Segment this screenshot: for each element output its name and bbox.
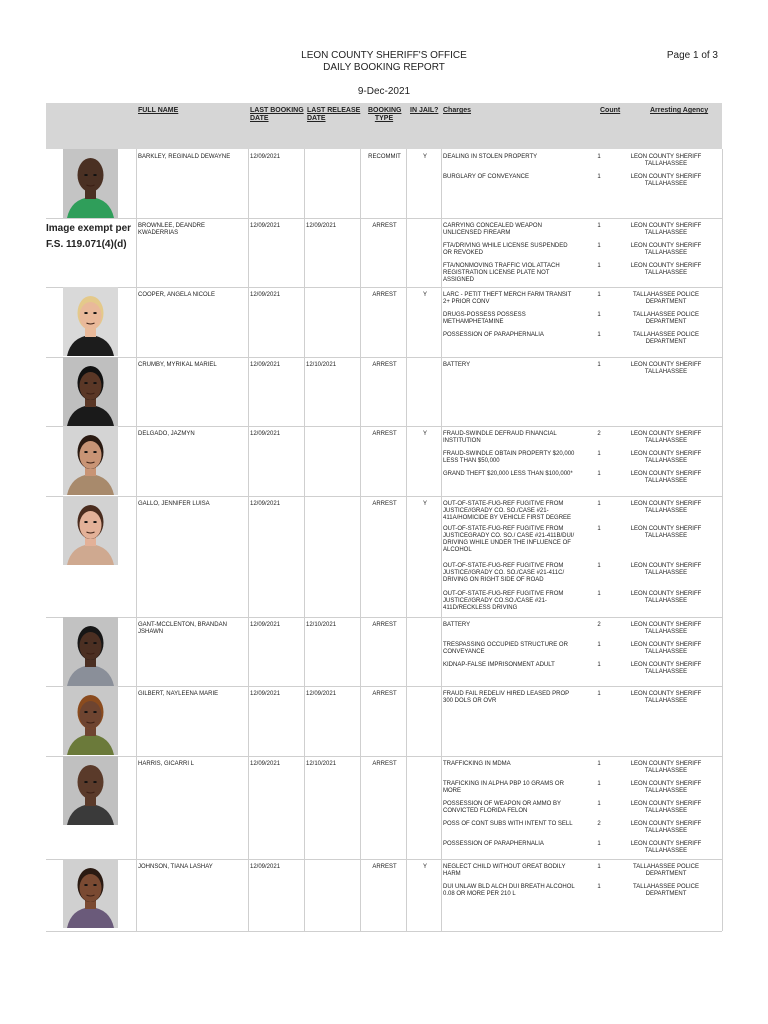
cell-divider [136,218,137,287]
charge-count: 1 [597,781,601,787]
cell-divider [248,426,249,496]
arresting-agency: LEON COUNTY SHERIFF TALLAHASSEE [630,761,702,774]
inmate-name: GANT-MCCLENTON, BRANDAN JSHAWN [138,622,227,635]
col-in-jail: IN JAIL? [410,107,439,114]
booking-type: ARREST [372,431,397,437]
booking-type: ARREST [372,622,397,628]
charge-count: 1 [597,526,601,532]
charge-count: 2 [597,821,601,827]
mugshot-photo [63,496,118,565]
arresting-agency: LEON COUNTY SHERIFF TALLAHASSEE [630,691,702,704]
last-booking-date: 12/09/2021 [250,864,281,870]
charge-count: 2 [597,431,601,437]
cell-divider [722,426,723,496]
booking-row [46,357,722,427]
mugshot-photo [63,149,118,218]
col-count: Count [600,107,621,114]
cell-divider [722,496,723,617]
cell-divider [304,357,305,426]
charge-count: 1 [597,243,601,249]
charge-count: 1 [597,451,601,457]
last-booking-date: 12/09/2021 [250,223,281,229]
charge-count: 1 [597,591,601,597]
cell-divider [248,149,249,218]
arresting-agency: LEON COUNTY SHERIFF TALLAHASSEE [630,821,702,834]
last-booking-date: 12/09/2021 [250,761,281,767]
charge-description: OUT-OF-STATE-FUG-REF FUGITIVE FROM JUSTICE//GRADY CO.SO./CASE #21-411D/RECKLESS DRIVING [443,591,564,611]
charge-description: OUT-OF-STATE-FUG-REF FUGITIVE FROM JUSTICEGRADY CO. SO./ CASE #21-411B/DUI/ DRIVING WHILE UNDER THE INFLUENCE OF ALCOHOL [443,526,575,553]
charge-description: TRAFICKING IN ALPHA PBP 10 GRAMS OR MORE [443,781,564,794]
mugshot-photo [63,357,118,426]
arresting-agency: TALLAHASSEE POLICE DEPARTMENT [633,292,699,305]
last-booking-date: 12/09/2021 [250,501,281,507]
charge-count: 1 [597,642,601,648]
cell-divider [722,149,723,218]
col-booking-type-line2: TYPE [374,115,394,122]
booking-type: ARREST [372,501,397,507]
booking-row [46,149,722,219]
col-charges: Charges [443,107,472,114]
cell-divider [360,287,361,357]
arresting-agency: LEON COUNTY SHERIFF TALLAHASSEE [630,526,702,539]
charge-description: TRAFFICKING IN MDMA [443,761,511,767]
cell-divider [360,357,361,426]
charge-description: OUT-OF-STATE-FUG-REF FUGITIVE FROM JUSTICE//GRADY CO. SO./CASE #21-411A/HOMICIDE BY VEHICLE FIRST DEGREE [443,501,572,521]
booking-type: ARREST [372,691,397,697]
col-arresting-agency: Arresting Agency [650,107,709,114]
cell-divider [722,218,723,287]
charge-description: TRESPASSING OCCUPIED STRUCTURE OR CONVEYANCE [443,642,568,655]
charge-description: LARC - PETIT THEFT MERCH FARM TRANSIT 2+ PRIOR CONV [443,292,572,305]
cell-divider [304,756,305,859]
charge-count: 1 [597,223,601,229]
charge-description: FRAUD-SWINDLE OBTAIN PROPERTY $20,000 LESS THAN $50,000 [443,451,575,464]
col-last-release-date [307,107,360,123]
cell-divider [360,426,361,496]
booking-row [46,287,722,358]
charge-count: 1 [597,292,601,298]
column-header-row [46,103,722,149]
col-last-release-line1: LAST RELEASE [307,107,361,114]
last-release-date: 12/09/2021 [306,691,337,697]
mugshot-photo [63,859,118,928]
charge-description: FRAUD-SWINDLE DEFRAUD FINANCIAL INSTITUTION [443,431,557,444]
charge-count: 1 [597,691,601,697]
cell-divider [360,686,361,756]
booking-type: ARREST [372,864,397,870]
charge-count: 1 [597,841,601,847]
cell-divider [248,859,249,931]
cell-divider [722,617,723,686]
cell-divider [722,357,723,426]
charge-description: NEGLECT CHILD WITHOUT GREAT BODILY HARM [443,864,566,877]
arresting-agency: LEON COUNTY SHERIFF TALLAHASSEE [630,471,702,484]
inmate-name: CRUMBY, MYRIKAL MARIEL [138,362,217,368]
cell-divider [360,496,361,617]
cell-divider [136,496,137,617]
cell-divider [304,218,305,287]
report-name: DAILY BOOKING REPORT [323,62,445,73]
cell-divider [441,496,442,617]
cell-divider [360,218,361,287]
booking-row [46,617,722,687]
charge-description: FTA/DRIVING WHILE LICENSE SUSPENDED OR REVOKED [443,243,568,256]
last-booking-date: 12/09/2021 [250,691,281,697]
report-date: 9-Dec-2021 [357,86,411,97]
cell-divider [406,496,407,617]
arresting-agency: LEON COUNTY SHERIFF TALLAHASSEE [630,154,702,167]
col-last-booking-line1: LAST BOOKING [250,107,304,114]
image-exempt-notice: Image exempt per F.S. 119.071(4)(d) [46,223,132,250]
charge-description: BATTERY [443,622,471,628]
cell-divider [722,686,723,756]
charge-description: BURGLARY OF CONVEYANCE [443,174,530,180]
last-booking-date: 12/09/2021 [250,362,281,368]
charge-count: 2 [597,622,601,628]
arresting-agency: LEON COUNTY SHERIFF TALLAHASSEE [630,431,702,444]
booking-row [46,218,722,288]
cell-divider [360,859,361,931]
last-release-date: 12/10/2021 [306,622,337,628]
charge-count: 1 [597,312,601,318]
cell-divider [722,287,723,357]
inmate-name: GALLO, JENNIFER LUISA [138,501,210,507]
charge-count: 1 [597,362,601,368]
cell-divider [248,617,249,686]
last-release-date: 12/09/2021 [306,223,337,229]
charge-description: DEALING IN STOLEN PROPERTY [443,154,538,160]
col-last-booking-date [250,107,304,123]
inmate-name: HARRIS, GICARRI L [138,761,195,767]
in-jail-flag: Y [422,501,427,507]
charge-description: GRAND THEFT $20,000 LESS THAN $100,000* [443,471,573,477]
cell-divider [441,218,442,287]
charge-description: CARRYING CONCEALED WEAPON UNLICENSED FIREARM [443,223,542,236]
mugshot-photo [63,426,118,495]
cell-divider [248,357,249,426]
booking-row [46,686,722,757]
charge-count: 1 [597,501,601,507]
arresting-agency: LEON COUNTY SHERIFF TALLAHASSEE [630,501,702,514]
mugshot-photo [63,617,118,686]
booking-type: ARREST [372,292,397,298]
arresting-agency: LEON COUNTY SHERIFF TALLAHASSEE [630,362,702,375]
charge-description: FTA/NONMOVING TRAFFIC VIOL ATTACH REGISTRATION LICENSE PLATE NOT ASSIGNED [443,263,560,283]
arresting-agency: TALLAHASSEE POLICE DEPARTMENT [633,864,699,877]
cell-divider [136,149,137,218]
inmate-name: JOHNSON, TIANA LASHAY [138,864,213,870]
cell-divider [722,859,723,931]
cell-divider [136,426,137,496]
cell-divider [441,756,442,859]
arresting-agency: LEON COUNTY SHERIFF TALLAHASSEE [630,243,702,256]
cell-divider [304,686,305,756]
charge-description: POSSESSION OF PARAPHERNALIA [443,841,544,847]
cell-divider [136,756,137,859]
last-booking-date: 12/09/2021 [250,292,281,298]
arresting-agency: LEON COUNTY SHERIFF TALLAHASSEE [630,662,702,675]
col-booking-type [368,107,400,123]
booking-row [46,496,722,618]
cell-divider [136,686,137,756]
arresting-agency: LEON COUNTY SHERIFF TALLAHASSEE [630,591,702,604]
charge-count: 1 [597,761,601,767]
charge-count: 1 [597,662,601,668]
booking-type: ARREST [372,362,397,368]
charge-count: 1 [597,884,601,890]
last-release-date: 12/10/2021 [306,362,337,368]
arresting-agency: LEON COUNTY SHERIFF TALLAHASSEE [630,174,702,187]
cell-divider [441,686,442,756]
mugshot-photo [63,686,118,755]
charge-description: DRUGS-POSSESS POSSESS METHAMPHETAMINE [443,312,526,325]
cell-divider [360,149,361,218]
charge-count: 1 [597,864,601,870]
inmate-name: GILBERT, NAYLEENA MARIE [138,691,219,697]
charge-description: BATTERY [443,362,471,368]
last-booking-date: 12/09/2021 [250,431,281,437]
cell-divider [136,859,137,931]
charge-count: 1 [597,563,601,569]
charge-description: POSS OF CONT SUBS WITH INTENT TO SELL [443,821,573,827]
booking-row [46,426,722,497]
booking-type: ARREST [372,761,397,767]
booking-type: ARREST [372,223,397,229]
last-booking-date: 12/09/2021 [250,154,281,160]
cell-divider [248,218,249,287]
cell-divider [304,496,305,617]
arresting-agency: TALLAHASSEE POLICE DEPARTMENT [633,332,699,345]
charge-count: 1 [597,174,601,180]
charge-description: DUI UNLAW BLD ALCH DUI BREATH ALCOHOL 0.08 OR MORE PER 210 L [443,884,575,897]
arresting-agency: LEON COUNTY SHERIFF TALLAHASSEE [630,801,702,814]
cell-divider [360,756,361,859]
cell-divider [136,357,137,426]
arresting-agency: LEON COUNTY SHERIFF TALLAHASSEE [630,781,702,794]
booking-row [46,859,722,932]
report-title [0,50,768,74]
arresting-agency: TALLAHASSEE POLICE DEPARTMENT [633,884,699,897]
cell-divider [406,756,407,859]
cell-divider [441,357,442,426]
col-full-name: FULL NAME [138,107,179,114]
booking-row [46,756,722,860]
inmate-name: COOPER, ANGELA NICOLE [138,292,216,298]
booking-type: RECOMMIT [368,154,401,160]
arresting-agency: LEON COUNTY SHERIFF TALLAHASSEE [630,563,702,576]
cell-divider [441,617,442,686]
col-booking-type-line1: BOOKING [368,107,402,114]
cell-divider [304,859,305,931]
charge-count: 1 [597,154,601,160]
arresting-agency: LEON COUNTY SHERIFF TALLAHASSEE [630,841,702,854]
in-jail-flag: Y [422,154,427,160]
charge-count: 1 [597,471,601,477]
charge-description: POSSESSION OF PARAPHERNALIA [443,332,544,338]
cell-divider [248,496,249,617]
charge-description: FRAUD FAIL REDELIV HIRED LEASED PROP 300 DOLS OR OVR [443,691,570,704]
arresting-agency: LEON COUNTY SHERIFF TALLAHASSEE [630,451,702,464]
arresting-agency: LEON COUNTY SHERIFF TALLAHASSEE [630,223,702,236]
cell-divider [360,617,361,686]
cell-divider [136,287,137,357]
inmate-name: BARKLEY, REGINALD DEWAYNE [138,154,231,160]
charge-count: 1 [597,263,601,269]
charge-description: KIDNAP-FALSE IMPRISONMENT ADULT [443,662,555,668]
cell-divider [304,617,305,686]
in-jail-flag: Y [422,864,427,870]
charge-description: POSSESSION OF WEAPON OR AMMO BY CONVICTED FLORIDA FELON [443,801,561,814]
cell-divider [248,287,249,357]
arresting-agency: LEON COUNTY SHERIFF TALLAHASSEE [630,263,702,276]
col-last-release-line2: DATE [307,115,326,122]
last-release-date: 12/10/2021 [306,761,337,767]
cell-divider [722,756,723,859]
charge-description: OUT-OF-STATE-FUG-REF FUGITIVE FROM JUSTICE//GRADY CO. SO./CASE #21-411C/ DRIVING ON RIGHT SIDE OF ROAD [443,563,565,583]
cell-divider [304,287,305,357]
cell-divider [248,686,249,756]
mugshot-photo [63,756,118,825]
cell-divider [304,149,305,218]
charge-count: 1 [597,332,601,338]
charge-count: 1 [597,801,601,807]
mugshot-photo [63,287,118,356]
arresting-agency: LEON COUNTY SHERIFF TALLAHASSEE [630,642,702,655]
page-number: Page 1 of 3 [666,50,718,61]
office-name: LEON COUNTY SHERIFF'S OFFICE [301,50,467,61]
last-booking-date: 12/09/2021 [250,622,281,628]
arresting-agency: LEON COUNTY SHERIFF TALLAHASSEE [630,622,702,635]
cell-divider [304,426,305,496]
cell-divider [136,617,137,686]
inmate-name: DELGADO, JAZMYN [138,431,195,437]
inmate-name: BROWNLEE, DEANDRE KWADERRIAS [138,223,206,236]
col-last-booking-line2: DATE [250,115,269,122]
cell-divider [248,756,249,859]
in-jail-flag: Y [422,431,427,437]
arresting-agency: TALLAHASSEE POLICE DEPARTMENT [633,312,699,325]
in-jail-flag: Y [422,292,427,298]
